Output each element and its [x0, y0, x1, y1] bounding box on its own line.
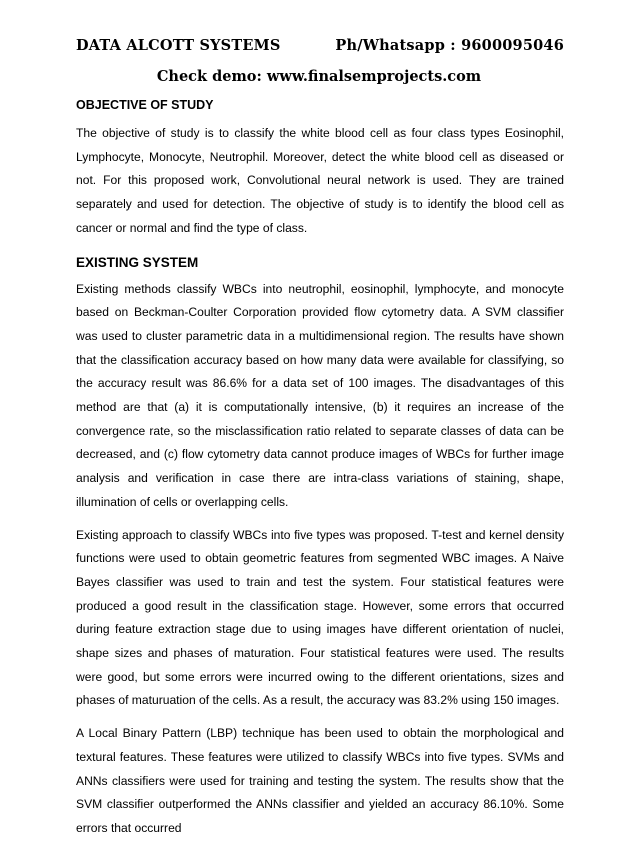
existing-paragraph-1: Existing methods classify WBCs into neutrophil, eosinophil, lymphocyte, and monocyte based on Beckman-Coulter Corporation provided flow cytometry data. A SVM classifier was used to cluster parametric data in a multidimensional region. The results have shown that the classification accuracy based on how many data were available for classifying, so the accuracy result was 86.6% for a data set of 100 images. The disadvantages of this method are that (a) it is computationally intensive, (b) it requires an increase of the convergence rate, so the misclassification ratio related to separate classes of data can be decreased, and (c) flow cytometry data cannot produce images of WBCs for further image analysis and verification in case there are intra-class variations of staining, shape, illumination of cells or overlapping cells.	[76, 281, 564, 509]
company-name: DATA ALCOTT SYSTEMS	[76, 37, 281, 54]
existing-system-heading: EXISTING SYSTEM	[76, 254, 199, 270]
objective-heading: OBJECTIVE OF STUDY	[76, 98, 214, 112]
document-body	[76, 98, 564, 850]
objective-paragraph: The objective of study is to classify the white blood cell as four class types Eosinophil, Lymphocyte, Monocyte, Neutrophil. Moreover, detect the white blood cell as diseased or not. For this proposed work, Convolutional neural network is used. They are trained separately and used for detection. The objective of study is to identify the blood cell as cancer or normal and find the type of class.	[76, 126, 564, 235]
contact-phone: Ph/Whatsapp : 9600095046	[335, 37, 564, 54]
existing-paragraph-3: A Local Binary Pattern (LBP) technique has been used to obtain the morphological and textural features. These features were utilized to classify WBCs into five types. SVMs and ANNs classifiers were used for training and testing the system. The results show that the SVM classifier outperformed the ANNs classifier and yielded an accuracy 86.10%. Some errors that occurred	[76, 726, 564, 835]
page-header	[76, 37, 564, 59]
existing-paragraph-2: Existing approach to classify WBCs into five types was proposed. T-test and kernel density functions were used to obtain geometric features from segmented WBC images. A Naive Bayes classifier was used to train and test the system. Four statistical features were produced a good result in the classification stage. However, some errors that occurred during feature extraction stage due to using images have different orientation of nuclei, shape sizes and phases of maturation. Four statistical features were used. The results were good, but some errors were incurred owing to the different orientations, sizes and phases of maturuation of the cells. As a result, the accuracy was 83.2% using 150 images.	[76, 527, 564, 708]
demo-link-line: Check demo: www.finalsemprojects.com	[156, 68, 482, 85]
